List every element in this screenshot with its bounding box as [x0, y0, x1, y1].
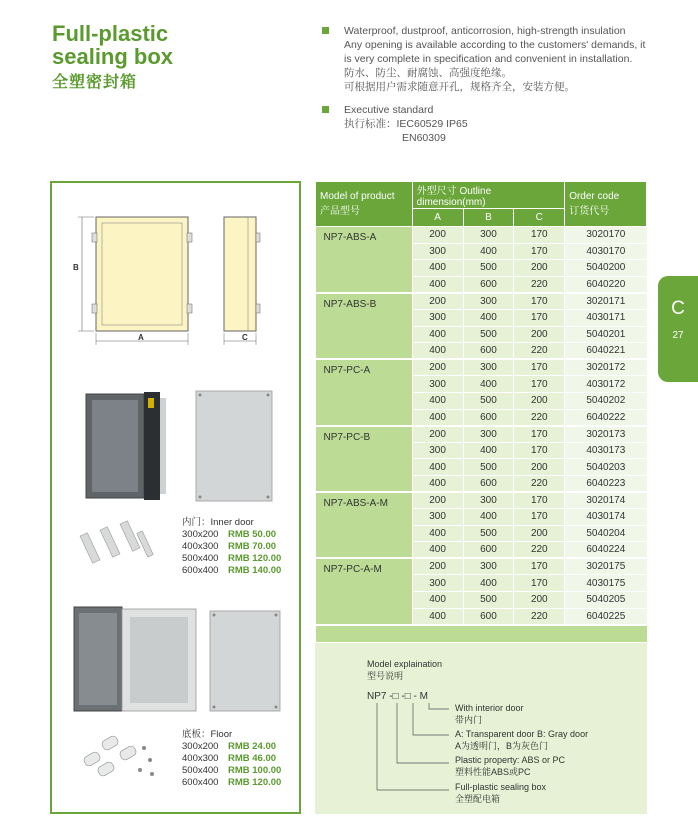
dim-a-cell: 300	[412, 243, 463, 260]
dim-b-cell: 300	[463, 492, 514, 509]
header-dimension: 外型尺寸 Outline dimension(mm)	[412, 182, 565, 209]
explain-box-cn: 全塑配电箱	[455, 794, 501, 804]
order-code-cell: 6040225	[565, 608, 647, 625]
dim-a-cell: 300	[412, 575, 463, 592]
order-code-cell: 4030172	[565, 376, 647, 393]
price-row: 300x200 RMB 24.00	[182, 741, 277, 752]
floor-mount-brackets-image	[80, 728, 164, 788]
dim-a-cell: 200	[412, 293, 463, 310]
order-code-cell: 4030175	[565, 575, 647, 592]
dim-b-cell: 300	[463, 227, 514, 244]
open-box-with-floor-image	[72, 605, 282, 715]
dim-c-cell: 220	[514, 608, 565, 625]
title-line-1: Full-plastic	[52, 21, 169, 46]
header-order-code: Order code 订货代号	[565, 182, 647, 227]
price-row: 600x400 RMB 120.00	[182, 777, 282, 788]
order-code-cell: 5040201	[565, 326, 647, 343]
dim-b-cell: 500	[463, 525, 514, 542]
section-tab	[658, 276, 698, 382]
order-code-cell: 6040221	[565, 343, 647, 360]
order-code-cell: 6040220	[565, 276, 647, 293]
dimension-drawing	[72, 211, 272, 351]
dim-a-cell: 400	[412, 392, 463, 409]
dim-c-cell: 170	[514, 227, 565, 244]
model-explanation-panel	[315, 643, 647, 814]
dim-c-cell: 220	[514, 475, 565, 492]
dim-b-cell: 600	[463, 276, 514, 293]
dim-a-cell: 300	[412, 309, 463, 326]
floor-heading: 底板：Floor	[182, 729, 233, 740]
explain-m-en: With interior door	[455, 703, 524, 713]
explain-title-en: Model explaination	[367, 659, 443, 669]
dim-b-cell: 400	[463, 509, 514, 526]
order-code-cell: 3020172	[565, 359, 647, 376]
dim-a-cell: 400	[412, 409, 463, 426]
order-code-cell: 6040223	[565, 475, 647, 492]
model-name-cell: NP7-ABS-A-M	[316, 492, 413, 558]
dim-c-cell: 170	[514, 509, 565, 526]
table-row	[316, 227, 647, 244]
explain-m-cn: 带内门	[455, 715, 483, 725]
dimension-label-a: A	[138, 333, 144, 342]
dim-a-cell: 400	[412, 276, 463, 293]
dim-a-cell: 400	[412, 326, 463, 343]
model-name-cell: NP7-PC-A	[316, 359, 413, 425]
header-b: B	[463, 209, 514, 227]
order-code-cell: 5040200	[565, 260, 647, 277]
dim-c-cell: 170	[514, 575, 565, 592]
dim-c-cell: 200	[514, 459, 565, 476]
dim-a-cell: 200	[412, 426, 463, 443]
dim-a-cell: 400	[412, 459, 463, 476]
price-row: 500x400 RMB 100.00	[182, 765, 282, 776]
inner-door-heading: 内门：Inner door	[182, 517, 254, 528]
dim-c-cell: 200	[514, 260, 565, 277]
dim-b-cell: 300	[463, 558, 514, 575]
dim-a-cell: 200	[412, 227, 463, 244]
dim-b-cell: 300	[463, 359, 514, 376]
model-name-cell: NP7-PC-A-M	[316, 558, 413, 624]
square-bullet-icon	[322, 106, 329, 113]
dim-c-cell: 170	[514, 243, 565, 260]
box-with-inner-door-image	[82, 388, 282, 508]
dim-a-cell: 400	[412, 475, 463, 492]
dim-c-cell: 170	[514, 293, 565, 310]
dim-c-cell: 200	[514, 592, 565, 609]
specification-table	[315, 181, 647, 643]
dimension-label-b: B	[73, 263, 79, 272]
dim-c-cell: 170	[514, 558, 565, 575]
dim-c-cell: 170	[514, 426, 565, 443]
specification-table-body	[316, 227, 647, 643]
order-code-cell: 5040202	[565, 392, 647, 409]
dim-c-cell: 220	[514, 343, 565, 360]
order-code-cell: 6040222	[565, 409, 647, 426]
dim-b-cell: 600	[463, 409, 514, 426]
order-code-cell: 3020175	[565, 558, 647, 575]
order-code-cell: 4030174	[565, 509, 647, 526]
section-letter: C	[671, 298, 685, 319]
dim-a-cell: 400	[412, 260, 463, 277]
model-name-cell: NP7-ABS-A	[316, 227, 413, 293]
dim-c-cell: 200	[514, 525, 565, 542]
order-code-cell: 3020174	[565, 492, 647, 509]
dim-a-cell: 400	[412, 343, 463, 360]
feature-item-standard: Executive standard 执行标准：IEC60529 IP65 EN60309	[322, 103, 662, 145]
dim-c-cell: 170	[514, 309, 565, 326]
explain-door-cn: A为透明门，B为灰色门	[455, 741, 549, 751]
dim-c-cell: 200	[514, 392, 565, 409]
dim-b-cell: 300	[463, 426, 514, 443]
price-row: 600x400 RMB 140.00	[182, 565, 282, 576]
order-code-cell: 4030170	[565, 243, 647, 260]
dim-a-cell: 400	[412, 525, 463, 542]
dim-b-cell: 500	[463, 592, 514, 609]
dim-c-cell: 170	[514, 442, 565, 459]
explain-plastic-cn: 塑料性能ABS或PC	[455, 767, 531, 777]
dim-a-cell: 300	[412, 442, 463, 459]
dimension-label-c: C	[242, 333, 248, 342]
order-code-cell: 4030173	[565, 442, 647, 459]
dim-b-cell: 500	[463, 260, 514, 277]
table-filler-row	[316, 625, 647, 643]
dim-c-cell: 200	[514, 326, 565, 343]
title-chinese: 全塑密封箱	[52, 74, 138, 91]
dim-a-cell: 200	[412, 558, 463, 575]
header-a: A	[412, 209, 463, 227]
explain-box-en: Full-plastic sealing box	[455, 782, 547, 792]
dim-b-cell: 300	[463, 293, 514, 310]
model-name-cell: NP7-ABS-B	[316, 293, 413, 359]
table-row	[316, 426, 647, 443]
inner-door-price-list	[182, 517, 281, 577]
product-illustration-panel	[50, 181, 301, 814]
header-model: Model of product 产品型号	[316, 182, 413, 227]
dim-c-cell: 220	[514, 276, 565, 293]
table-row	[316, 293, 647, 310]
dim-a-cell: 200	[412, 492, 463, 509]
feature-item-properties: Waterproof, dustproof, anticorrosion, high-strength insulation Any opening is available according to the customers' demands, it is very complete in specification and convenient in installation. 防水、防尘、耐腐蚀、高强度绝缘。 可根据用户需求随意开孔，规格齐全，安装方便。	[322, 24, 662, 94]
product-title	[52, 22, 173, 94]
dim-a-cell: 300	[412, 376, 463, 393]
table-row	[316, 492, 647, 509]
order-code-cell: 5040204	[565, 525, 647, 542]
dim-a-cell: 400	[412, 542, 463, 559]
order-code-cell: 3020171	[565, 293, 647, 310]
dim-a-cell: 400	[412, 608, 463, 625]
order-code-cell: 5040205	[565, 592, 647, 609]
dim-c-cell: 170	[514, 492, 565, 509]
page-number: 27	[672, 330, 684, 341]
order-code-cell: 3020170	[565, 227, 647, 244]
dim-b-cell: 400	[463, 376, 514, 393]
floor-price-list	[182, 729, 281, 789]
dim-c-cell: 170	[514, 359, 565, 376]
dim-b-cell: 600	[463, 475, 514, 492]
price-row: 400x300 RMB 70.00	[182, 541, 277, 552]
square-bullet-icon	[322, 27, 329, 34]
dim-b-cell: 600	[463, 542, 514, 559]
price-row: 300x200 RMB 50.00	[182, 529, 277, 540]
dim-a-cell: 300	[412, 509, 463, 526]
model-name-cell: NP7-PC-B	[316, 426, 413, 492]
explain-plastic-en: Plastic property: ABS or PC	[455, 755, 566, 765]
order-code-cell: 3020173	[565, 426, 647, 443]
price-row: 500x400 RMB 120.00	[182, 553, 282, 564]
explain-door-en: A: Transparent door B: Gray door	[455, 729, 589, 739]
dim-b-cell: 500	[463, 392, 514, 409]
dim-b-cell: 600	[463, 343, 514, 360]
dim-a-cell: 200	[412, 359, 463, 376]
dim-b-cell: 500	[463, 326, 514, 343]
inner-door-hinges-image	[78, 513, 158, 573]
dim-b-cell: 400	[463, 575, 514, 592]
price-row: 400x300 RMB 46.00	[182, 753, 277, 764]
table-row	[316, 359, 647, 376]
order-code-cell: 5040203	[565, 459, 647, 476]
table-row	[316, 558, 647, 575]
model-code-pattern: NP7 -□ -□ - M	[367, 691, 428, 702]
dim-b-cell: 500	[463, 459, 514, 476]
dim-c-cell: 220	[514, 409, 565, 426]
order-code-cell: 4030171	[565, 309, 647, 326]
dim-c-cell: 170	[514, 376, 565, 393]
title-line-2: sealing box	[52, 44, 174, 69]
dim-a-cell: 400	[412, 592, 463, 609]
dim-b-cell: 400	[463, 243, 514, 260]
header-c: C	[514, 209, 565, 227]
dim-c-cell: 220	[514, 542, 565, 559]
order-code-cell: 6040224	[565, 542, 647, 559]
dim-b-cell: 400	[463, 442, 514, 459]
explain-title-cn: 型号说明	[367, 671, 404, 681]
dim-b-cell: 400	[463, 309, 514, 326]
feature-list	[322, 24, 662, 145]
dim-b-cell: 600	[463, 608, 514, 625]
